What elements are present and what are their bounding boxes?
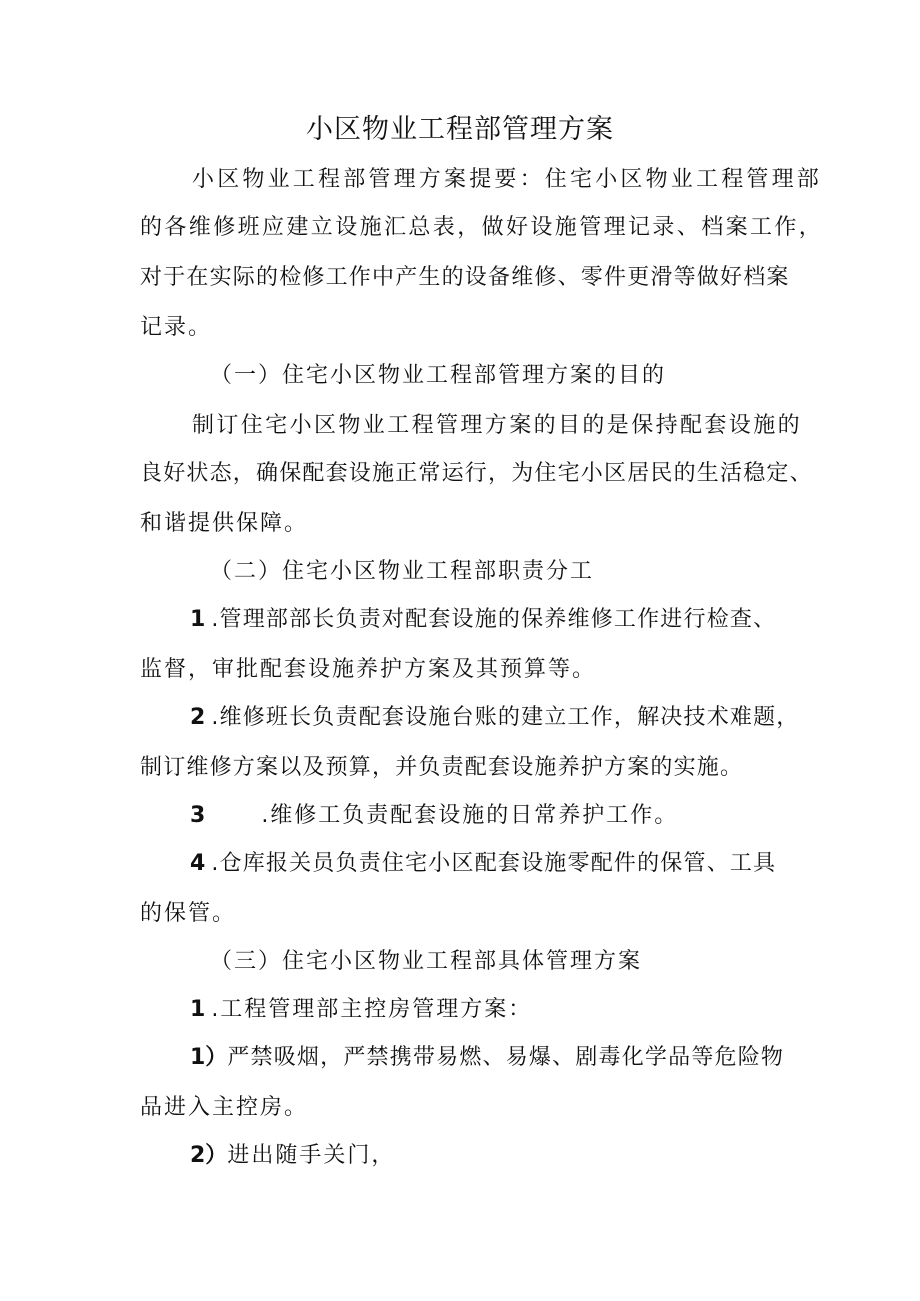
plan-sub-item-1 bbox=[190, 1040, 784, 1076]
duty-item-3-text: .维修工负责配套设施的日常养护工作。 bbox=[261, 803, 679, 828]
intro-line-1: 小区物业工程部管理方案提要：住宅小区物业工程管理部 bbox=[192, 167, 823, 192]
duty-item-1-text: .管理部部长负责对配套设施的保养维修工作进行检查、 bbox=[211, 607, 777, 632]
duty-item-4-number: 4 bbox=[190, 851, 206, 876]
duty-item-4-text: .仓库报关员负责住宅小区配套设施零配件的保管、工具 bbox=[211, 851, 777, 876]
duty-item-2 bbox=[190, 700, 800, 736]
duty-item-3-number: 3 bbox=[190, 803, 206, 828]
intro-line-2: 的各维修班应建立设施汇总表，做好设施管理记录、档案工作， bbox=[140, 215, 824, 240]
section-1-line-2: 良好状态，确保配套设施正常运行，为住宅小区居民的生活稳定、 bbox=[140, 461, 813, 486]
section-1-line-1: 制订住宅小区物业工程管理方案的目的是保持配套设施的 bbox=[192, 413, 803, 438]
duty-item-1 bbox=[190, 602, 776, 638]
intro-line-3: 对于在实际的检修工作中产生的设备维修、零件更滑等做好档案 bbox=[140, 265, 790, 290]
plan-sub-item-2 bbox=[190, 1138, 395, 1174]
plan-item-1-text: .工程管理部主控房管理方案： bbox=[211, 997, 533, 1022]
plan-sub-item-1-text: 严禁吸烟，严禁携带易燃、易爆、剧毒化学品等危险物 bbox=[227, 1045, 785, 1070]
plan-sub-item-2-text: 进出随手关门， bbox=[227, 1143, 396, 1168]
duty-item-3 bbox=[190, 798, 678, 834]
duty-item-2-text: .维修班长负责配套设施台账的建立工作，解决技术难题， bbox=[211, 705, 800, 730]
section-1-line-3: 和谐提供保障。 bbox=[140, 511, 309, 536]
document-title: 小区物业工程部管理方案 bbox=[306, 114, 614, 145]
duty-item-2-number: 2 bbox=[190, 705, 206, 730]
section-2-heading: （二）住宅小区物业工程部职责分工 bbox=[210, 559, 595, 584]
plan-sub-item-2-number: 2） bbox=[190, 1143, 228, 1168]
duty-item-4-continued: 的保管。 bbox=[140, 901, 237, 926]
duty-item-2-continued: 制订维修方案以及预算，并负责配套设施养护方案的实施。 bbox=[140, 755, 744, 780]
duty-item-4 bbox=[190, 846, 776, 882]
section-3-heading: （三）住宅小区物业工程部具体管理方案 bbox=[210, 949, 643, 974]
plan-sub-item-1-continued: 品进入主控房。 bbox=[140, 1095, 309, 1120]
section-1-heading: （一）住宅小区物业工程部管理方案的目的 bbox=[210, 363, 667, 388]
plan-sub-item-1-number: 1） bbox=[190, 1045, 228, 1070]
plan-item-1-number: 1 bbox=[190, 997, 206, 1022]
plan-item-1 bbox=[190, 992, 532, 1028]
duty-item-1-number: 1 bbox=[190, 607, 206, 632]
duty-item-1-continued: 监督，审批配套设施养护方案及其预算等。 bbox=[140, 657, 597, 682]
intro-line-4: 记录。 bbox=[140, 315, 213, 340]
